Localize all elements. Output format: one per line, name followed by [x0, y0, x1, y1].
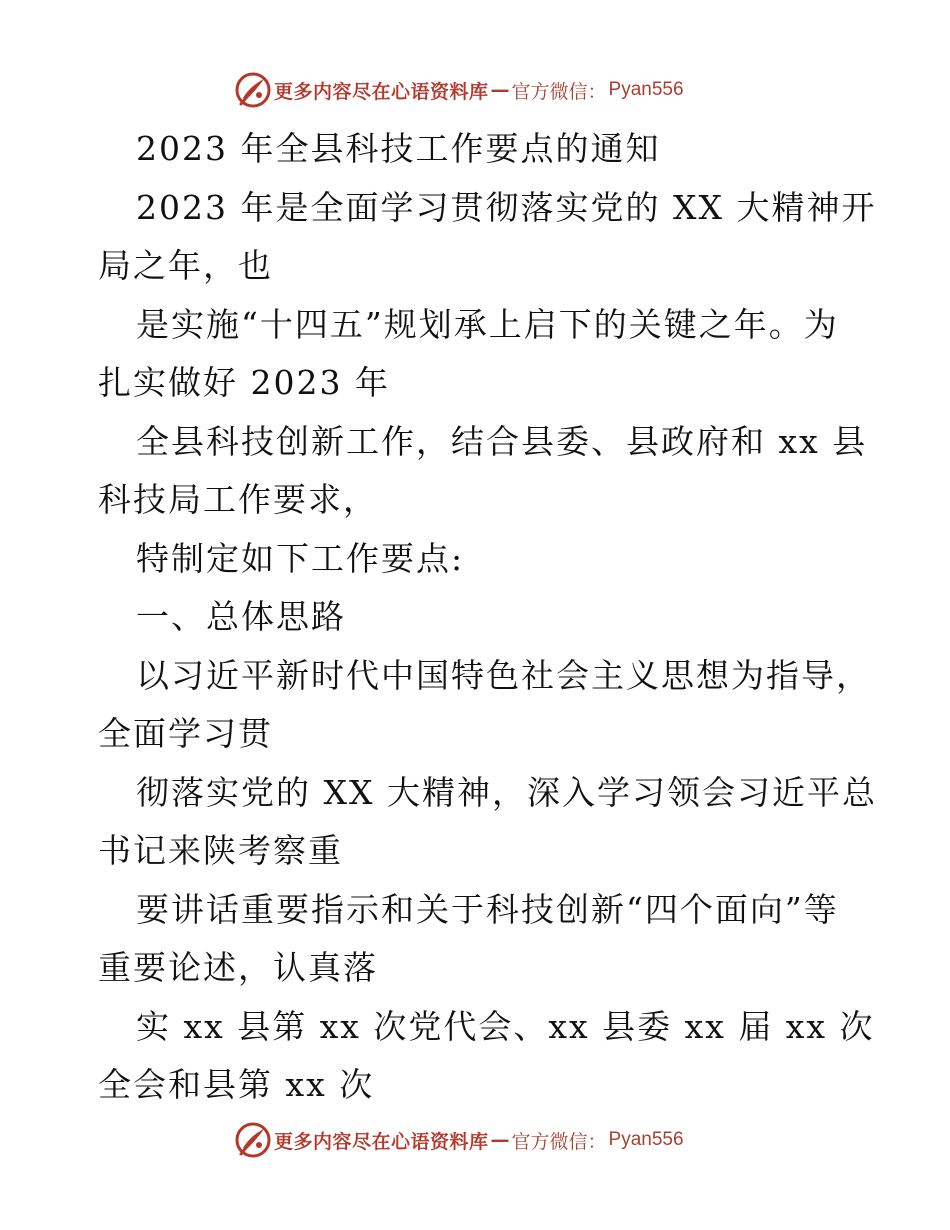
- document-line: 特制定如下工作要点:: [136, 538, 465, 578]
- document-body: [98, 120, 877, 1115]
- banner-wechat-label: 官方微信：: [511, 80, 607, 103]
- document-line: 书记来陕考察重: [98, 831, 343, 870]
- document-line: 以习近平新时代中国特色社会主义思想为指导，: [136, 655, 871, 695]
- document-line: 重要论述，认真落: [98, 948, 378, 987]
- document-line: 全县科技创新工作，结合县委、县政府和 xx 县: [136, 421, 868, 461]
- banner-main-text: 更多内容尽在心语资料库: [274, 1130, 489, 1153]
- banner-main-text: 更多内容尽在心语资料库: [274, 80, 489, 103]
- banner-separator: —: [490, 1129, 510, 1151]
- document-line: 彻落实党的 XX 大精神，深入学习领会习近平总: [136, 772, 877, 812]
- header-watermark-banner: [234, 70, 734, 110]
- document-line: 是实施“十四五”规划承上启下的关键之年。为: [136, 304, 839, 344]
- brush-logo-icon: [234, 71, 272, 109]
- footer-watermark-banner: [234, 1120, 734, 1160]
- section-heading: 一、总体思路: [136, 597, 346, 636]
- brush-logo-icon: [234, 1121, 272, 1159]
- document-line: 实 xx 县第 xx 次党代会、xx 县委 xx 届 xx 次: [136, 1006, 875, 1046]
- document-line: 要讲话重要指示和关于科技创新“四个面向”等: [136, 889, 839, 929]
- document-line: 科技局工作要求，: [98, 480, 378, 519]
- document-line: 全面学习贯: [98, 714, 273, 753]
- document-line: 全会和县第 xx 次: [98, 1065, 375, 1104]
- document-line: 2023 年是全面学习贯彻落实党的 XX 大精神开: [136, 187, 877, 227]
- banner-wechat-label: 官方微信：: [511, 1130, 607, 1153]
- document-line: 局之年，也: [98, 246, 273, 285]
- banner-wechat-id: Pyan556: [608, 1129, 684, 1150]
- banner-wechat-id: Pyan556: [608, 79, 684, 100]
- document-title: 2023 年全县科技工作要点的通知: [136, 129, 661, 168]
- document-line: 扎实做好 2023 年: [98, 363, 390, 402]
- banner-separator: —: [490, 79, 510, 101]
